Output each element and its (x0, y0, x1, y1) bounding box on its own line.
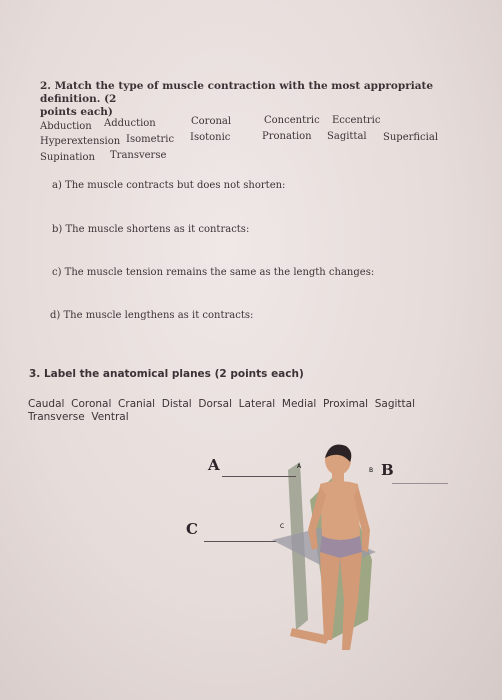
answer-line-c[interactable] (204, 541, 276, 542)
planes-word-bank (28, 398, 488, 424)
plane-label-b-small: B (369, 467, 374, 474)
plane-label-c: C (186, 520, 198, 538)
answer-line-a[interactable] (222, 476, 296, 477)
planes-word-bank-line1: Caudal Coronal Cranial Distal Dorsal Lateral Medial Proximal Sagittal (28, 398, 416, 410)
item-c: c) The muscle tension remains the same as the length changes: (52, 267, 375, 278)
item-d: d) The muscle lengthens as it contracts: (50, 310, 254, 321)
question-2-title-line2: points each) (40, 106, 113, 118)
neck (332, 472, 344, 482)
planes-figure (180, 440, 480, 660)
word-pronation: Pronation (262, 131, 312, 142)
plane-label-a-small: A (297, 463, 302, 470)
word-isometric: Isometric (126, 134, 175, 145)
word-hyperextension: Hyperextension (40, 136, 121, 147)
word-superficial: Superficial (383, 132, 439, 143)
word-eccentric: Eccentric (332, 115, 381, 126)
word-adduction: Adduction (104, 118, 156, 129)
word-transverse: Transverse (110, 150, 167, 161)
word-coronal: Coronal (191, 116, 232, 127)
word-isotonic: Isotonic (190, 132, 231, 143)
plane-label-c-small: C (280, 523, 285, 530)
word-concentric: Concentric (264, 115, 320, 126)
item-b: b) The muscle shortens as it contracts: (52, 224, 250, 235)
anatomical-planes-diagram (180, 440, 480, 660)
muscle-word-bank (0, 0, 502, 170)
plane-label-a: A (208, 456, 220, 474)
word-abduction: Abduction (40, 121, 92, 132)
plane-label-b: B (381, 461, 394, 479)
word-supination: Supination (40, 152, 95, 163)
torso (320, 481, 360, 540)
question-2-title-line1: 2. Match the type of muscle contraction with the most appropriate definition. (2 (40, 80, 434, 105)
item-a: a) The muscle contracts but does not shorten: (52, 180, 286, 191)
answer-line-b[interactable] (392, 483, 448, 484)
planes-word-bank-line2: Transverse Ventral (28, 411, 129, 423)
question-3-title: 3. Label the anatomical planes (2 points each) (29, 368, 304, 380)
word-sagittal: Sagittal (327, 131, 367, 142)
